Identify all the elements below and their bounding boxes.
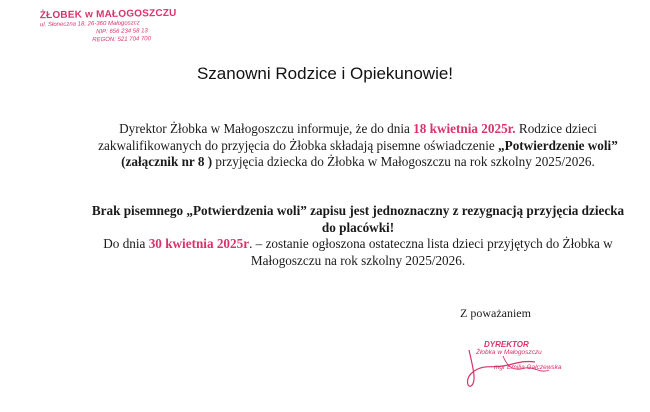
p3-text-a: Do dnia [103,236,149,251]
p3-date: 30 kwietnia 2025r [148,236,250,251]
director-title: DYREKTOR [484,340,529,349]
director-org: Żłobka w Małogoszczu [476,349,542,356]
p1-form-name: „Potwierdzenie woli” (załącznik nr 8 ) [121,137,618,169]
p1-text-b: Rodzice dzieci zakwalifikowanych do przyjęcia do Żłobka składają pisemne oświadczenie [98,121,597,153]
stamp-name: ŻŁOBEK w MAŁOGOSZCZU [39,7,177,22]
paragraph-final-list [88,236,628,269]
director-stamp [468,340,562,371]
stamp-address: ul. Słoneczna 18, 26-360 Małogoszcz [39,20,140,29]
p1-text-c: przyjęcia dziecka do Żłobka w Małogoszczu na rok szkolny 2025/2026. [212,154,595,169]
paragraph-warning: Brak pisemnego „Potwierdzenia woli” zapisu jest jednoznaczny z rezygnacją przyjęcia dziecka do placówki! [91,203,625,235]
director-name: mgr Emilia Gałczewska [494,364,562,371]
p3-text-b: . – zostanie ogłoszona ostateczna lista dzieci przyjętych do Żłobka w Małogoszczu na rok szkolny 2025/2026. [249,236,613,268]
closing-text: Z poważaniem [460,306,531,320]
stamp-nip: NIP: 656 234 58 13 [96,28,148,36]
p1-text-a: Dyrektor Żłobka w Małogoszczu informuje, że do dnia [119,121,414,136]
stamp-regon: REGON: 521 704 700 [92,36,151,44]
paragraph-deadline [88,121,628,171]
institution-stamp [40,8,177,45]
p1-date: 18 kwietnia 2025r. [413,121,516,136]
document-title: Szanowni Rodzice i Opiekunowie! [196,64,454,83]
